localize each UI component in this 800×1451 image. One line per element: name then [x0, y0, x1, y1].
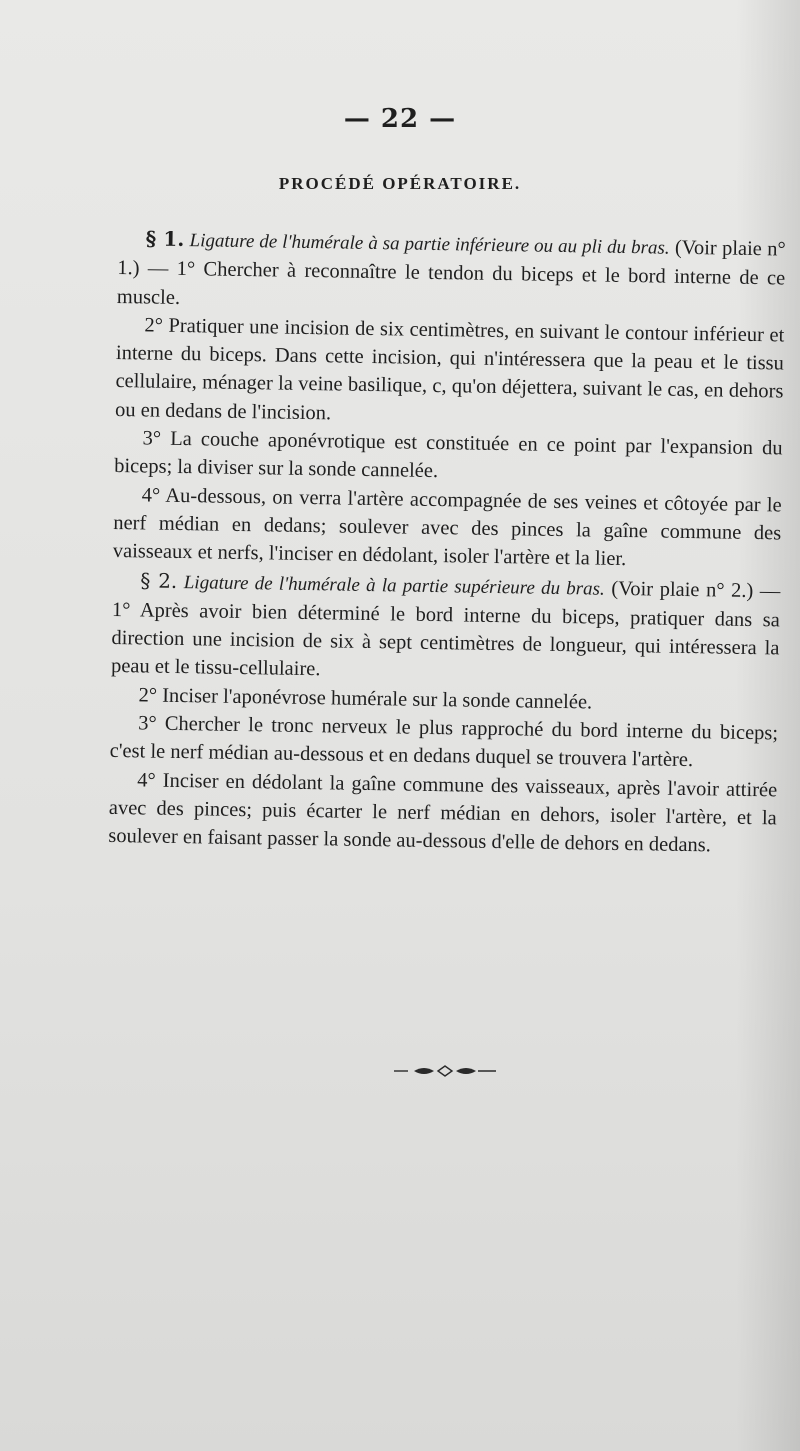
section-1-step-4: 4° Au-dessous, on verra l'artère accompagnée de ses veines et côtoyée par le nerf médian en dedans; soulever avec des pinces la gaîne commune des vaisseaux et nerfs, l'inciser en dédolant, isoler l'artère et la lier. — [112, 484, 782, 571]
section-title: PROCÉDÉ OPÉRATOIRE. — [278, 174, 522, 193]
section-2-mark: § 2. — [140, 567, 178, 593]
section-1-step-3: 3° La couche aponévrotique est constituée en ce point par l'expansion du biceps; la diviser sur la sonde cannelée. — [114, 427, 783, 483]
section-2-heading: Ligature de l'humérale à la partie supérieure du bras. — [183, 571, 605, 600]
section-2-step-3: 3° Chercher le tronc nerveux le plus rapproché du bord interne du biceps; c'est le nerf médian au-dessous et en dedans duquel se trouvera l'artère. — [109, 712, 779, 772]
section-2-intro: (Voir plaie n° 2.) — 1° Après avoir bien déterminé le bord interne du biceps, pratiquer dans sa direction une incision de six à sept centimètres de longueur, qui intéressera la peau et le tissu-cellulaire. — [110, 577, 781, 681]
section-2-intro-paragraph — [111, 566, 781, 692]
section-1-heading: Ligature de l'humérale à sa partie inférieure ou au pli du bras. — [189, 230, 670, 259]
section-1-step-2: 2° Pratiquer une incision de six centimètres, en suivant le contour inférieur et interne du biceps. Dans cette incision, qui n'intéressera que la peau et le tissu cellulaire, ménager la veine basilique, c, qu'on déjettera, suivant le cas, en dehors ou en dedans de l'incision. — [114, 314, 785, 425]
section-1-intro: (Voir plaie n° 1.) — 1° Chercher à reconnaître le tendon du biceps et le bord interne de ce muscle. — [116, 236, 786, 309]
section-1-intro-paragraph — [117, 224, 786, 321]
section-1-mark: § 1. — [145, 226, 185, 252]
section-2-step-2: 2° Inciser l'aponévrose humérale sur la sonde cannelée. — [138, 684, 593, 714]
body-text — [108, 224, 786, 861]
end-ornament-icon — [390, 1064, 500, 1078]
page-number: — 22 — — [343, 104, 457, 134]
section-2-step-4: 4° Inciser en dédolant la gaîne commune des vaisseaux, après l'avoir attirée avec des pinces; puis écarter le nerf médian en dehors, isoler l'artère, et la soulever en faisant passer la sonde au-dessous d'elle de dehors en dedans. — [108, 769, 778, 857]
